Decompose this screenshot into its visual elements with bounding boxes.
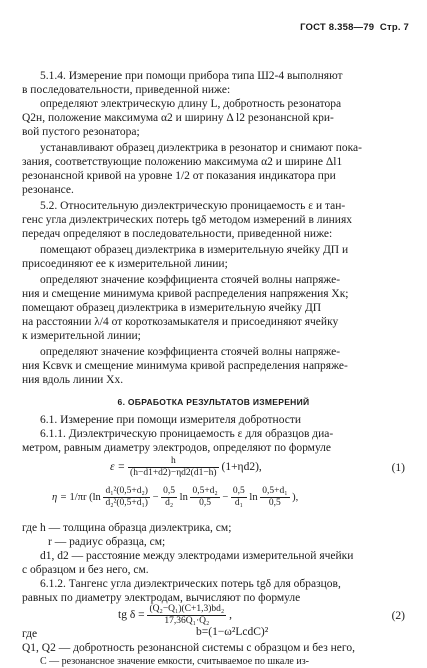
formula-tgdelta: tg δ = $\frac{\text{(Q₂−Q₁)(C+1,3)bd₂}}{\text{17,36Q₁·Q₂}}$ , bbox=[118, 604, 232, 626]
denominator: (h−d1+d2)−ηd2(d1−h) bbox=[130, 468, 217, 478]
text-line: Q2н, положение максимума α2 и ширину Δ l2 резонансной кри- bbox=[22, 112, 334, 124]
text-line: определяют значение коэффициента стоячей волны напряже- bbox=[40, 346, 341, 358]
text-line: с образцом и без него, см. bbox=[22, 564, 149, 576]
formula-b: b=(1−ω²LcdC)² bbox=[196, 626, 269, 638]
text-line: генс угла диэлектрических потерь tgδ методом измерений в линиях bbox=[22, 214, 352, 226]
text-line: в последовательности, приведенной ниже: bbox=[22, 84, 231, 96]
text-line: 6.1.1. Диэлектрическую проницаемость ε для образцов диа- bbox=[40, 428, 334, 440]
page-header bbox=[300, 22, 409, 33]
text-line: ния вдоль линии Xх. bbox=[22, 374, 124, 386]
text-line: 6.1. Измерение при помощи измерителя добротности bbox=[40, 414, 302, 426]
text-line: присоединяют ее к измерительной линии; bbox=[22, 258, 228, 270]
text-line: где h — толщина образца диэлектрика, см; bbox=[22, 522, 232, 534]
text-line: резонансной кривой на уровне 1/2 от показания индикатора при bbox=[22, 170, 336, 182]
text-line: помещают образец диэлектрика в измерительную ячейку ДП bbox=[22, 302, 322, 314]
denominator: 17,36Q₁·Q₂ bbox=[164, 616, 210, 626]
text-line: устанавливают образец диэлектрика в резонатор и снимают пока- bbox=[40, 142, 362, 154]
text-line: 5.1.4. Измерение при помощи прибора типа Ш2-4 выполняют bbox=[40, 70, 343, 82]
numerator: h bbox=[128, 456, 219, 468]
text-line: 6.1.2. Тангенс угла диэлектрических потерь tgδ для образцов, bbox=[40, 578, 341, 590]
formula-lhs: ε = bbox=[110, 461, 126, 474]
formula-tail: (1+ηd2), bbox=[221, 461, 262, 474]
formula-part: 1/πr (ln bbox=[69, 491, 101, 503]
text-line: ния и смещение минимума кривой распределения напряжения Xк; bbox=[22, 288, 349, 300]
text-line: определяют значение коэффициента стоячей волны напряже- bbox=[40, 274, 341, 286]
section-title: 6. ОБРАБОТКА РЕЗУЛЬТАТОВ ИЗМЕРЕНИЙ bbox=[117, 397, 310, 407]
numerator: (Q₂−Q₁)(C+1,3)bd₂ bbox=[149, 604, 225, 614]
text-line: где bbox=[22, 628, 38, 640]
text-line: определяют электрическую длину L, добротность резонатора bbox=[40, 98, 342, 110]
text-line: C — резонансное значение емкости, считываемое по шкале из- bbox=[40, 656, 309, 667]
text-line: вой пустого резонатора; bbox=[22, 126, 140, 138]
equation-number: (2) bbox=[391, 610, 405, 622]
text-line: помещают образец диэлектрика в измерительную ячейку ДП и bbox=[40, 244, 349, 256]
fraction: $\frac{0,5}{\text{d₁}}$ bbox=[232, 486, 245, 508]
text-line: метром, равным диаметру электродов, определяют по формуле bbox=[22, 442, 332, 454]
standard-number: ГОСТ 8.358—79 bbox=[300, 22, 375, 33]
fraction: $\frac{\text{0,5+d₁}}{0,5}$ bbox=[262, 486, 288, 508]
fraction: $\frac{0,5}{\text{d₂}}$ bbox=[163, 486, 176, 508]
text-line: к измерительной линии; bbox=[22, 330, 141, 342]
text-line: 5.2. Относительную диэлектрическую проницаемость ε и тан- bbox=[40, 200, 346, 212]
fraction bbox=[128, 456, 219, 479]
formula-lhs: tg δ = bbox=[118, 609, 145, 622]
text-line: r — радиус образца, см; bbox=[48, 536, 166, 548]
formula-lhs: η = bbox=[52, 491, 67, 503]
text-line: на расстоянии λ/4 от короткозамыкателя и присоединяют ячейку bbox=[22, 316, 339, 328]
text-line: передач определяют в последовательности, приведенной ниже: bbox=[22, 228, 333, 240]
text-line: d1, d2 — расстояние между электродами измерительной ячейки bbox=[40, 550, 354, 562]
equation-number: (1) bbox=[391, 462, 405, 474]
fraction bbox=[147, 604, 226, 627]
text-line: равных по диаметру электродам, вычисляют по формуле bbox=[22, 592, 301, 604]
text-line: зания, соответствующие положению максимума α2 и ширине Δl1 bbox=[22, 156, 343, 168]
formula-eta: η = 1/πr (ln $\frac{\text{d₁²(0,5+d₂)}}{\text{d₂²(0,5+d₁)}}$ − $\frac{0,5}{\text{d₂}}$ ln $\frac{\text{0,5+d₂}}{0,5}$ − $\frac{0,5}{\text{d₁}}$ ln $\frac{\text{0,5+d₁}}{0,5}$ ), bbox=[52, 486, 299, 508]
text-line: ния Kсвvк и смещение минимума кривой распределения напряже- bbox=[22, 360, 348, 372]
text-line: резонансе. bbox=[22, 184, 74, 196]
fraction: $\frac{\text{d₁²(0,5+d₂)}}{\text{d₂²(0,5+d₁)}}$ bbox=[105, 486, 148, 508]
fraction: $\frac{\text{0,5+d₂}}{0,5}$ bbox=[192, 486, 218, 508]
text-line: Q1, Q2 — добротность резонансной системы с образцом и без него, bbox=[22, 642, 355, 654]
formula-epsilon bbox=[110, 456, 262, 479]
page-number: Стр. 7 bbox=[379, 22, 409, 33]
